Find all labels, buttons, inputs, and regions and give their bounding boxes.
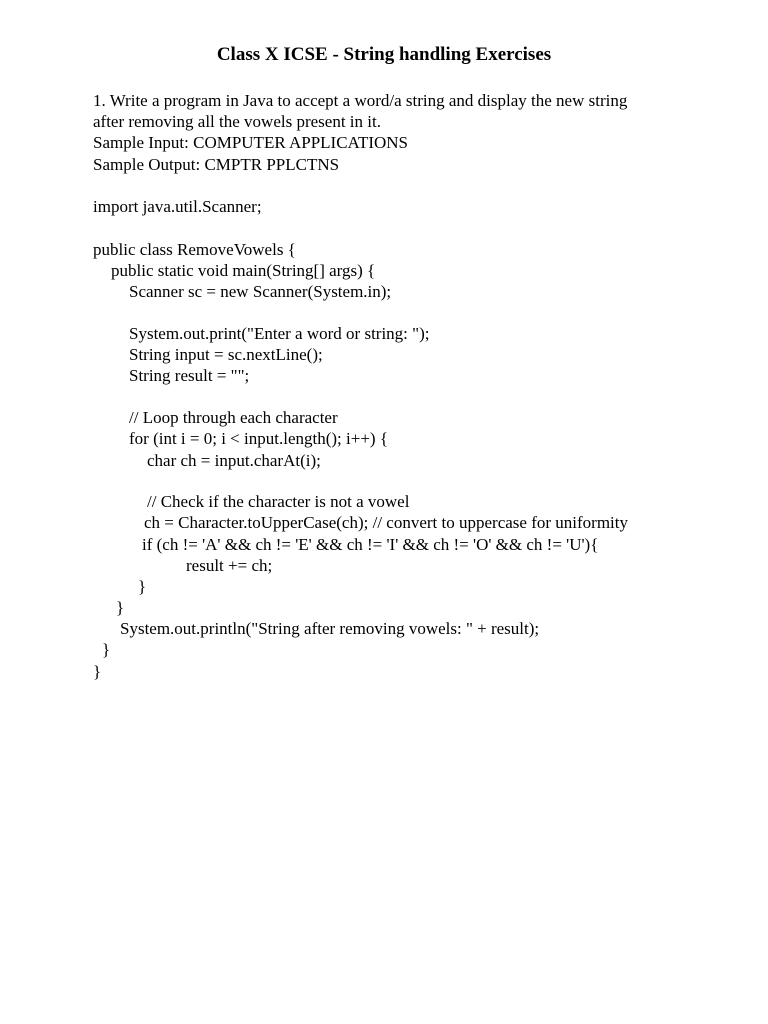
code-append-line: result += ch; [186,556,273,575]
code-scanner-line: Scanner sc = new Scanner(System.in); [129,282,392,301]
sample-input: Sample Input: COMPUTER APPLICATIONS [93,133,408,152]
code-main-declaration: public static void main(String[] args) { [111,261,376,280]
sample-output: Sample Output: CMPTR PPLCTNS [93,155,340,174]
code-import-line: import java.util.Scanner; [93,197,262,216]
code-char-line: char ch = input.charAt(i); [147,451,321,470]
code-uppercase-line: ch = Character.toUpperCase(ch); // convert to uppercase for uniformity [144,513,628,532]
code-init-result: String result = ""; [129,366,250,385]
code-close-class: } [93,662,102,681]
page-title: Class X ICSE - String handling Exercises [216,44,552,65]
code-class-declaration: public class RemoveVowels { [93,240,296,259]
code-println-line: System.out.println("String after removing vowels: " + result); [120,619,540,638]
question-prompt-line-2: after removing all the vowels present in it. [93,112,381,131]
code-if-line: if (ch != 'A' && ch != 'E' && ch != 'I' && ch != 'O' && ch != 'U'){ [142,535,599,554]
code-loop-comment: // Loop through each character [129,408,338,427]
code-read-input: String input = sc.nextLine(); [129,345,323,364]
code-vowel-comment: // Check if the character is not a vowel [147,492,410,511]
code-print-prompt: System.out.print("Enter a word or string: "); [129,324,430,343]
question-prompt-line-1: 1. Write a program in Java to accept a word/a string and display the new string [93,91,628,110]
code-for-loop: for (int i = 0; i < input.length(); i++) { [129,429,388,448]
code-close-main: } [102,640,111,659]
code-close-if: } [138,577,147,596]
code-close-for: } [116,598,125,617]
